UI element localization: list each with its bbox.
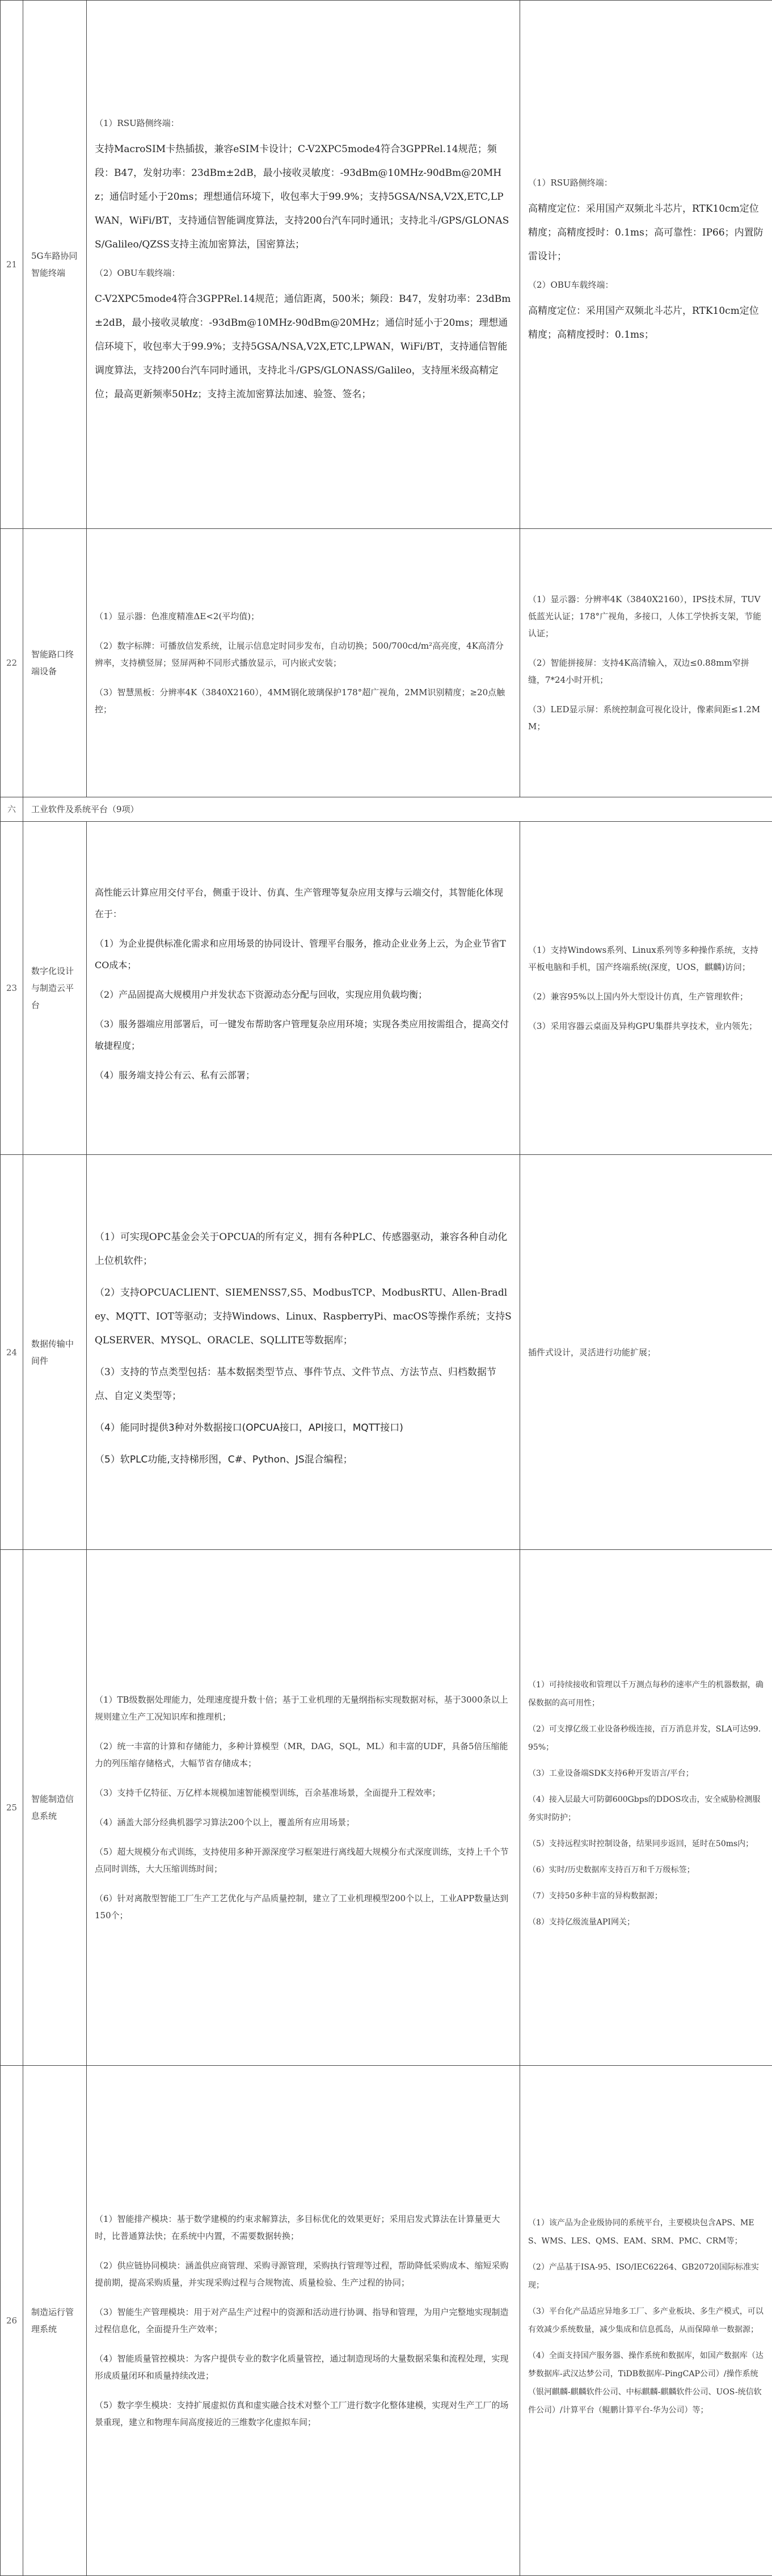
- parameter-paragraph: （1）支持Windows系列、Linux系列等多种操作系统，支持平板电脑和手机，国产终端系统(深度，UOS，麒麟)访问；: [528, 942, 764, 976]
- product-parameters: [520, 529, 772, 797]
- description-paragraph: （2）产品固提高大规模用户并发状态下资源动态分配与回收，实现应用负载均衡；: [95, 984, 512, 1006]
- description-paragraph: （2）供应链协同模块：涵盖供应商管理、采购寻源管理，采购执行管理等过程，帮助降低采购成本、缩短采购提前期，提高采购质量，并实现采购过程与合规物流、质量检验、生产过程的协同；: [95, 2257, 512, 2291]
- parameter-paragraph: （4）全面支持国产服务器、操作系统和数据库，如国产数据库（达梦数据库-武汉达梦公司，TiDB数据库-PingCAP公司）/操作系统（银河麒麟-麒麟软件公司、中标麒麟-麒麟软件公司、UOS-统信软件公司）/计算平台（鲲鹏计算平台-华为公司）等；: [528, 2347, 764, 2419]
- description-paragraph: （5）软PLC功能,支持梯形图，C#、Python、JS混合编程；: [95, 1448, 512, 1472]
- parameter-paragraph: （6）实时/历史数据库支持百万和千万级标签；: [528, 1861, 764, 1879]
- description-paragraph: （1）智能排产模块：基于数学建模的约束求解算法，多目标优化的效果更好；采用启发式算法在计算量更大时，比普通算法快；在系统中内置，不需要数据转换；: [95, 2211, 512, 2245]
- product-description: [87, 2066, 520, 2576]
- table-row: [1, 822, 772, 1155]
- parameter-paragraph: （1）RSU路侧终端：: [528, 174, 764, 191]
- parameter-paragraph: （1）显示器：分辨率4K（3840X2160），IPS技术屏，TUV低蓝光认证；178°广视角，多接口，人体工学快拆支架，节能认证；: [528, 591, 764, 642]
- product-parameters: [520, 2066, 772, 2576]
- parameter-paragraph: （2）兼容95%以上国内外大型设计仿真，生产管理软件；: [528, 988, 764, 1005]
- parameter-paragraph: （4）接入层最大可防御600Gbps的DDOS攻击，安全威胁检测服务实时防护；: [528, 1791, 764, 1827]
- product-description: [87, 1, 520, 529]
- parameter-paragraph: （3）LED显示屏：系统控制盒可视化设计，像素间距≤1.2MM；: [528, 701, 764, 735]
- description-paragraph: （3）服务器端应用部署后，可一键发布帮助客户管理复杂应用环境；实现各类应用按需组合，提高交付敏捷程度；: [95, 1014, 512, 1057]
- description-paragraph: （4）能同时提供3种对外数据接口(OPCUA接口，API接口，MQTT接口): [95, 1416, 512, 1440]
- product-description: [87, 1550, 520, 2066]
- product-parameters: [520, 1155, 772, 1550]
- parameter-paragraph: （2）OBU车载终端：: [528, 276, 764, 293]
- parameter-paragraph: （1）可持续接收和管理以千万测点每秒的速率产生的机器数据，确保数据的高可用性；: [528, 1676, 764, 1712]
- description-paragraph: （5）超大规模分布式训练，支持使用多种开源深度学习框架进行离线超大规模分布式深度训练，支持上千个节点同时训练，大大压缩训练时间；: [95, 1843, 512, 1877]
- description-paragraph: （2）OBU车载终端：: [95, 264, 512, 281]
- description-paragraph: C-V2XPC5mode4符合3GPPRel.14规范；通信距离，500米；频段：B47，发射功率：23dBm±2dB，最小接收灵敏度：-93dBm@10MHz-90dBm@20MHz；通信时延小于20ms；理想通信环境下，收包率大于99.9%；支持5GSA/NSA,V2X,ETC,LPWAN，WiFi/BT，支持通信智能调度算法，支持200台汽车同时通讯，支持北斗/GPS/GLONASS/Galileo，支持厘米级高精定位；最高更新频率50Hz；支持主流加密算法加速、验签、签名；: [95, 287, 512, 406]
- description-paragraph: （4）智能质量管控模块：为客户提供专业的数字化质量管控，通过制造现场的大量数据采集和流程处理，实现形成质量闭环和质量持续改进；: [95, 2350, 512, 2384]
- description-paragraph: （3）智能生产管理模块：用于对产品生产过程中的资源和活动进行协调、指导和管理，为用户完整地实现制造过程信息化，全面提升生产效率；: [95, 2304, 512, 2338]
- description-paragraph: （4）涵盖大部分经典机器学习算法200个以上，覆盖所有应用场景；: [95, 1814, 512, 1831]
- product-parameters: [520, 822, 772, 1155]
- parameter-paragraph: （2）智能拼接屏：支持4K高清输入，双边≤0.88mm窄拼缝，7*24小时开机；: [528, 654, 764, 688]
- description-paragraph: （1）TB级数据处理能力，处理速度提升数十倍；基于工业机理的无量纲指标实现数据对标，基于3000条以上规则建立生产工况知识库和推理机；: [95, 1691, 512, 1725]
- description-paragraph: 支持MacroSIM卡热插拔，兼容eSIM卡设计；C-V2XPC5mode4符合3GPPRel.14规范；频段：B47，发射功率：23dBm±2dB，最小接收灵敏度：-93dBm@10MHz-90dBm@20MHz；通信时延小于20ms；理想通信环境下，收包率大于99.9%；支持5GSA/NSA,V2X,ETC,LPWAN，WiFi/BT，支持通信智能调度算法，支持200台汽车同时通讯；支持北斗/GPS/GLONASS/Galileo/QZSS支持主流加密算法，国密算法；: [95, 137, 512, 257]
- description-paragraph: （2）统一丰富的计算和存储能力，多种计算模型（MR，DAG，SQL，ML）和丰富的UDF，具备5倍压缩能力的列压缩存储格式，大幅节省存储成本；: [95, 1738, 512, 1772]
- description-paragraph: （3）智慧黑板：分辨率4K（3840X2160），4MM钢化玻璃保护178°超广视角，2MM识别精度；≥20点触控；: [95, 684, 512, 718]
- product-parameters: [520, 1, 772, 529]
- row-number: 24: [1, 1155, 23, 1550]
- row-number: 23: [1, 822, 23, 1155]
- product-name: 智能路口终端设备: [23, 529, 87, 797]
- description-paragraph: （1）可实现OPC基金会关于OPCUA的所有定义，拥有各种PLC、传感器驱动，兼容各种自动化上位机软件；: [95, 1225, 512, 1273]
- product-description: [87, 822, 520, 1155]
- table-row: [1, 1155, 772, 1550]
- description-paragraph: （1）显示器：色准度精准ΔE<2(平均值)；: [95, 608, 512, 625]
- description-paragraph: （3）支持千亿特征、万亿样本规模加速智能模型训练，百余基准场景，全面提升工程效率；: [95, 1784, 512, 1801]
- product-parameters: [520, 1550, 772, 2066]
- section-header-row: [1, 797, 772, 822]
- parameter-paragraph: （3）平台化产品适应异地多工厂、多产业板块、多生产模式，可以有效减少系统数量，减少集成和信息孤岛，从而保障单一数据源；: [528, 2302, 764, 2339]
- description-paragraph: 高性能云计算应用交付平台，侧重于设计、仿真、生产管理等复杂应用支撑与云端交付，其智能化体现在于：: [95, 882, 512, 925]
- parameter-paragraph: （3）工业设备端SDK支持6种开发语言/平台；: [528, 1764, 764, 1783]
- section-number: 六: [1, 797, 23, 822]
- table-row: [1, 1550, 772, 2066]
- product-name: 智能制造信息系统: [23, 1550, 87, 2066]
- description-paragraph: （2）支持OPCUACLIENT、SIEMENSS7,S5、ModbusTCP、ModbusRTU、Allen-Bradley、MQTT、IOT等驱动；支持Windows、Linux、RaspberryPi、macOS等操作系统；支持SQLSERVER、MYSQL、ORACLE、SQLLITE等数据库；: [95, 1281, 512, 1352]
- description-paragraph: （3）支持的节点类型包括：基本数据类型节点、事件节点、文件节点、方法节点、归档数据节点、自定义类型等；: [95, 1360, 512, 1408]
- description-paragraph: （1）为企业提供标准化需求和应用场景的协同设计、管理平台服务，推动企业业务上云，为企业节省TCO成本；: [95, 933, 512, 976]
- section-title: 工业软件及系统平台（9项）: [23, 797, 772, 822]
- parameter-paragraph: 高精度定位：采用国产双频北斗芯片，RTK10cm定位精度；高精度授时：0.1ms；高可靠性：IP66；内置防雷设计；: [528, 197, 764, 268]
- parameter-paragraph: （7）支持50多种丰富的异构数据源；: [528, 1887, 764, 1905]
- description-paragraph: （1）RSU路侧终端：: [95, 115, 512, 132]
- row-number: 22: [1, 529, 23, 797]
- row-number: 21: [1, 1, 23, 529]
- parameter-paragraph: （2）可支撑亿级工业设备秒级连接，百万消息并发，SLA可达99.95%；: [528, 1720, 764, 1756]
- parameter-paragraph: 插件式设计，灵活进行功能扩展；: [528, 1344, 764, 1361]
- description-paragraph: （6）针对离散型智能工厂生产工艺优化与产品质量控制，建立了工业机理模型200个以上，工业APP数量达到150个；: [95, 1890, 512, 1924]
- parameter-paragraph: （8）支持亿级流量API网关；: [528, 1913, 764, 1931]
- product-name: 数据传输中间件: [23, 1155, 87, 1550]
- parameter-paragraph: （1）该产品为企业级协同的系统平台，主要模块包含APS、MES、WMS、LES、QMS、EAM、SRM、PMC、CRM等；: [528, 2214, 764, 2250]
- description-paragraph: （4）服务端支持公有云、私有云部署；: [95, 1065, 512, 1086]
- description-paragraph: （5）数字孪生模块：支持扩展虚拟仿真和虚实融合技术对整个工厂进行数字化整体建模，实现对生产工厂的场景重现，建立和物理车间高度接近的三维数字化虚拟车间；: [95, 2397, 512, 2431]
- row-number: 26: [1, 2066, 23, 2576]
- product-description: [87, 529, 520, 797]
- product-name: 制造运行管理系统: [23, 2066, 87, 2576]
- row-number: 25: [1, 1550, 23, 2066]
- product-description: [87, 1155, 520, 1550]
- product-name: 数字化设计与制造云平台: [23, 822, 87, 1155]
- description-paragraph: （2）数字标牌：可播放信发系统，让展示信息定时同步发布，自动切换；500/700cd/m²高亮度，4K高清分辨率，支持横竖屏；竖屏两种不同形式播放显示，可内嵌式安装；: [95, 637, 512, 671]
- table-row: [1, 1, 772, 529]
- parameter-paragraph: （5）支持远程实时控制设备，结果同步返回，延时在50ms内；: [528, 1835, 764, 1853]
- parameter-paragraph: 高精度定位：采用国产双频北斗芯片，RTK10cm定位精度；高精度授时：0.1ms；: [528, 299, 764, 347]
- table-row: [1, 529, 772, 797]
- parameter-paragraph: （2）产品基于ISA-95、ISO/IEC62264、GB20720国际标准实现；: [528, 2258, 764, 2295]
- parameter-paragraph: （3）采用容器云桌面及异构GPU集群共享技术，业内领先；: [528, 1018, 764, 1035]
- product-name: 5G车路协同智能终端: [23, 1, 87, 529]
- table-row: [1, 2066, 772, 2576]
